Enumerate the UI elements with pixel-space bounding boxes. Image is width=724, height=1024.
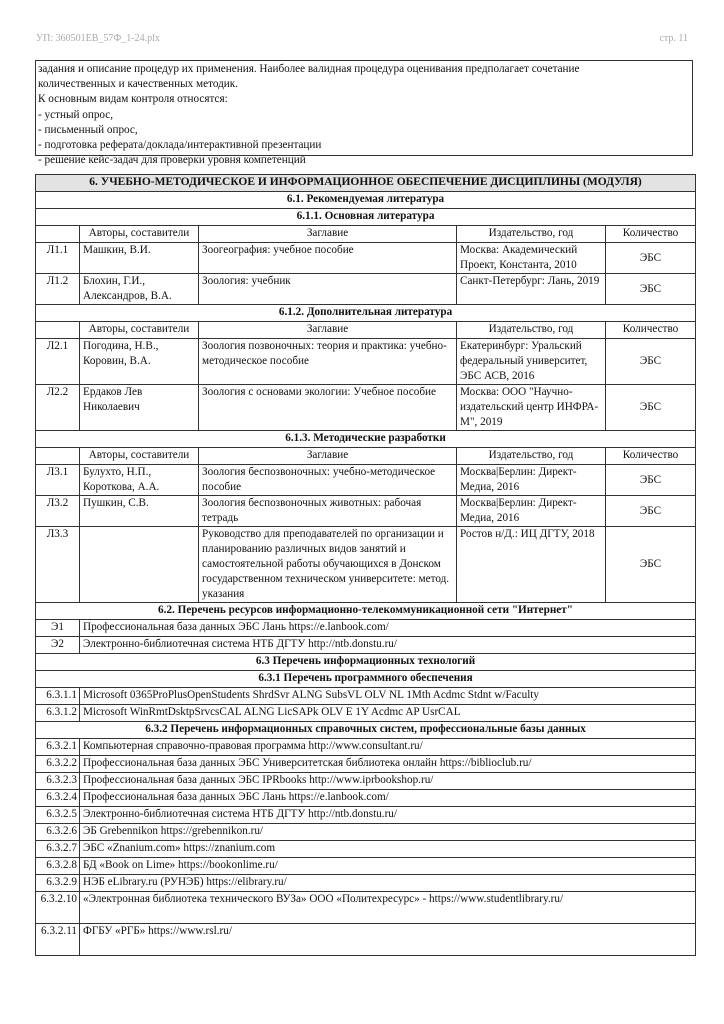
databases-heading: 6.3.2 Перечень информационных справочных систем, профессиональные базы данных [36,722,696,739]
header-authors: Авторы, составители [80,448,199,465]
item-code: Л2.1 [36,339,80,385]
resource-code: 6.3.1.2 [36,705,80,722]
item-authors: Погодина, Н.В., Коровин, В.А. [80,339,199,385]
header-code [36,226,80,243]
item-quantity: ЭБС [606,527,696,603]
header-publisher: Издательство, год [457,322,606,339]
resource-text: Профессиональная база данных ЭБС Университетская библиотека онлайн https://biblioclub.ru/ [80,756,696,773]
header-qty: Количество [606,322,696,339]
resource-code: Э2 [36,637,80,654]
resource-text: ЭБС «Znanium.com» https://znanium.com [80,841,696,858]
resource-row [36,773,696,790]
item-code: Л3.2 [36,496,80,527]
resource-text: Компьютерная справочно-правовая программа http://www.consultant.ru/ [80,739,696,756]
item-code: Л3.3 [36,527,80,603]
item-code: Л3.1 [36,465,80,496]
resource-row [36,924,696,956]
resource-row [36,807,696,824]
resource-text: Электронно-библиотечная система НТБ ДГТУ http://ntb.donstu.ru/ [80,807,696,824]
literature-row [36,496,696,527]
resource-text: БД «Book on Lime» https://bookonlime.ru/ [80,858,696,875]
item-title: Зоология беспозвоночных животных: рабочая тетрадь [199,496,457,527]
resource-text: «Электронная библиотека технического ВУЗа» ООО «Политехресурс» - https://www.studentlibrary.ru/ [80,892,696,924]
item-quantity: ЭБС [606,385,696,431]
page-number: стр. 11 [659,33,688,44]
resource-text: ФГБУ «РГБ» https://www.rsl.ru/ [80,924,696,956]
group-heading: 6.1.2. Дополнительная литература [36,305,696,322]
intro-line: задания и описание процедур их применения. Наиболее валидная процедура оценивания предполагает сочетание [38,63,580,75]
resource-row [36,824,696,841]
header-qty: Количество [606,226,696,243]
resource-text: Электронно-библиотечная система НТБ ДГТУ http://ntb.donstu.ru/ [80,637,696,654]
group-heading-row [36,209,696,226]
item-publisher: Ростов н/Д.: ИЦ ДГТУ, 2018 [457,527,606,603]
resource-text: Microsoft WinRmtDsktpSrvcsCAL ALNG LicSAPk OLV E 1Y Acdmc AP UsrCAL [80,705,696,722]
item-code: Л1.2 [36,274,80,305]
resource-code: 6.3.2.9 [36,875,80,892]
assessment-text-box [35,60,693,167]
resource-text: Профессиональная база данных ЭБС IPRbooks http://www.iprbookshop.ru/ [80,773,696,790]
resource-row [36,756,696,773]
it-heading: 6.3 Перечень информационных технологий [36,654,696,671]
item-title: Зоология: учебник [199,274,457,305]
group-heading: 6.1.1. Основная литература [36,209,696,226]
item-authors: Булухто, Н.П., Короткова, А.А. [80,465,199,496]
intro-line: количественных и качественных методик. [38,78,238,91]
literature-row [36,243,696,274]
resource-row [36,790,696,807]
literature-row [36,527,696,603]
resource-text: НЭБ eLibrary.ru (РУНЭБ) https://elibrary.ru/ [80,875,696,892]
item-code: Л2.2 [36,385,80,431]
header-publisher: Издательство, год [457,448,606,465]
resource-row [36,892,696,924]
section-heading-row [36,175,696,192]
literature-row [36,274,696,305]
item-authors [80,527,199,603]
resource-row [36,841,696,858]
header-publisher: Издательство, год [457,226,606,243]
resource-code: 6.3.2.1 [36,739,80,756]
resource-row [36,875,696,892]
resource-code: 6.3.2.4 [36,790,80,807]
section-heading: 6. УЧЕБНО-МЕТОДИЧЕСКОЕ И ИНФОРМАЦИОННОЕ ОБЕСПЕЧЕНИЕ ДИСЦИПЛИНЫ (МОДУЛЯ) [36,175,696,192]
column-header-row [36,226,696,243]
item-publisher: Екатеринбург: Уральский федеральный университет, ЭБС АСВ, 2016 [457,339,606,385]
group-heading-row [36,431,696,448]
resource-row [36,688,696,705]
item-quantity: ЭБС [606,496,696,527]
resources-table [35,174,696,956]
literature-row [36,465,696,496]
intro-line: - решение кейс-задач для проверки уровня компетенций [38,154,306,167]
item-authors: Ердаков Лев Николаевич [80,385,199,431]
resource-row [36,739,696,756]
literature-row [36,385,696,431]
literature-row [36,339,696,385]
resource-text: Профессиональная база данных ЭБС Лань https://e.lanbook.com/ [80,790,696,807]
item-authors: Машкин, В.И. [80,243,199,274]
item-quantity: ЭБС [606,465,696,496]
intro-line: К основным видам контроля относятся: [38,93,228,106]
column-header-row [36,322,696,339]
resource-text: Профессиональная база данных ЭБС Лань https://e.lanbook.com/ [80,620,696,637]
resource-code: 6.3.2.8 [36,858,80,875]
item-code: Л1.1 [36,243,80,274]
item-title: Зоология беспозвоночных: учебно-методическое пособие [199,465,457,496]
item-quantity: ЭБС [606,274,696,305]
header-authors: Авторы, составители [80,226,199,243]
resource-text: ЭБ Grebennikon https://grebennikon.ru/ [80,824,696,841]
item-authors: Пушкин, С.В. [80,496,199,527]
group-heading: 6.1.3. Методические разработки [36,431,696,448]
subsection-row [36,654,696,671]
resource-code: Э1 [36,620,80,637]
resource-row [36,637,696,654]
header-qty: Количество [606,448,696,465]
item-quantity: ЭБС [606,339,696,385]
resource-code: 6.3.2.11 [36,924,80,956]
header-authors: Авторы, составители [80,322,199,339]
intro-line: - устный опрос, [38,108,114,121]
header-code [36,448,80,465]
header-title: Заглавие [199,226,457,243]
resource-code: 6.3.2.7 [36,841,80,858]
resource-code: 6.3.2.3 [36,773,80,790]
header-title: Заглавие [199,322,457,339]
header-code [36,322,80,339]
resource-code: 6.3.2.2 [36,756,80,773]
subsection-heading: 6.1. Рекомендуемая литература [36,192,696,209]
item-publisher: Москва: Академический Проект, Константа, 2010 [457,243,606,274]
subsection-row [36,603,696,620]
group-heading-row [36,305,696,322]
item-title: Зоология позвоночных: теория и практика: учебно-методическое пособие [199,339,457,385]
resource-row [36,620,696,637]
item-authors: Блохин, Г.И., Александров, В.А. [80,274,199,305]
intro-line: - подготовка реферата/доклада/интерактивной презентации [38,139,322,152]
item-title: Руководство для преподавателей по организации и планированию различных видов занятий и самостоятельной работы обучающихся в Донском государственном техническом университете: метод. указания [199,527,457,603]
software-heading: 6.3.1 Перечень программного обеспечения [36,671,696,688]
column-header-row [36,448,696,465]
resource-row [36,858,696,875]
resource-code: 6.3.2.10 [36,892,80,924]
item-title: Зоология с основами экологии: Учебное пособие [199,385,457,431]
item-publisher: Москва: ООО "Научно-издательский центр ИНФРА-М", 2019 [457,385,606,431]
resource-code: 6.3.2.6 [36,824,80,841]
resource-row [36,705,696,722]
item-publisher: Москва|Берлин: Директ-Медиа, 2016 [457,465,606,496]
item-title: Зоогеография: учебное пособие [199,243,457,274]
resource-code: 6.3.1.1 [36,688,80,705]
internet-heading: 6.2. Перечень ресурсов информационно-телекоммуникационной сети "Интернет" [36,603,696,620]
document-id: УП: 360501ЕВ_57Ф_1-24.plx [36,33,160,44]
item-publisher: Санкт-Петербург: Лань, 2019 [457,274,606,305]
header-title: Заглавие [199,448,457,465]
resource-code: 6.3.2.5 [36,807,80,824]
intro-line: - письменный опрос, [38,123,138,136]
item-quantity: ЭБС [606,243,696,274]
subsection-row [36,671,696,688]
subsection-row [36,192,696,209]
item-publisher: Москва|Берлин: Директ-Медиа, 2016 [457,496,606,527]
resource-text: Microsoft 0365ProPlusOpenStudents ShrdSvr ALNG SubsVL OLV NL 1Mth Acdmc Stdnt w/Faculty [80,688,696,705]
subsection-row [36,722,696,739]
